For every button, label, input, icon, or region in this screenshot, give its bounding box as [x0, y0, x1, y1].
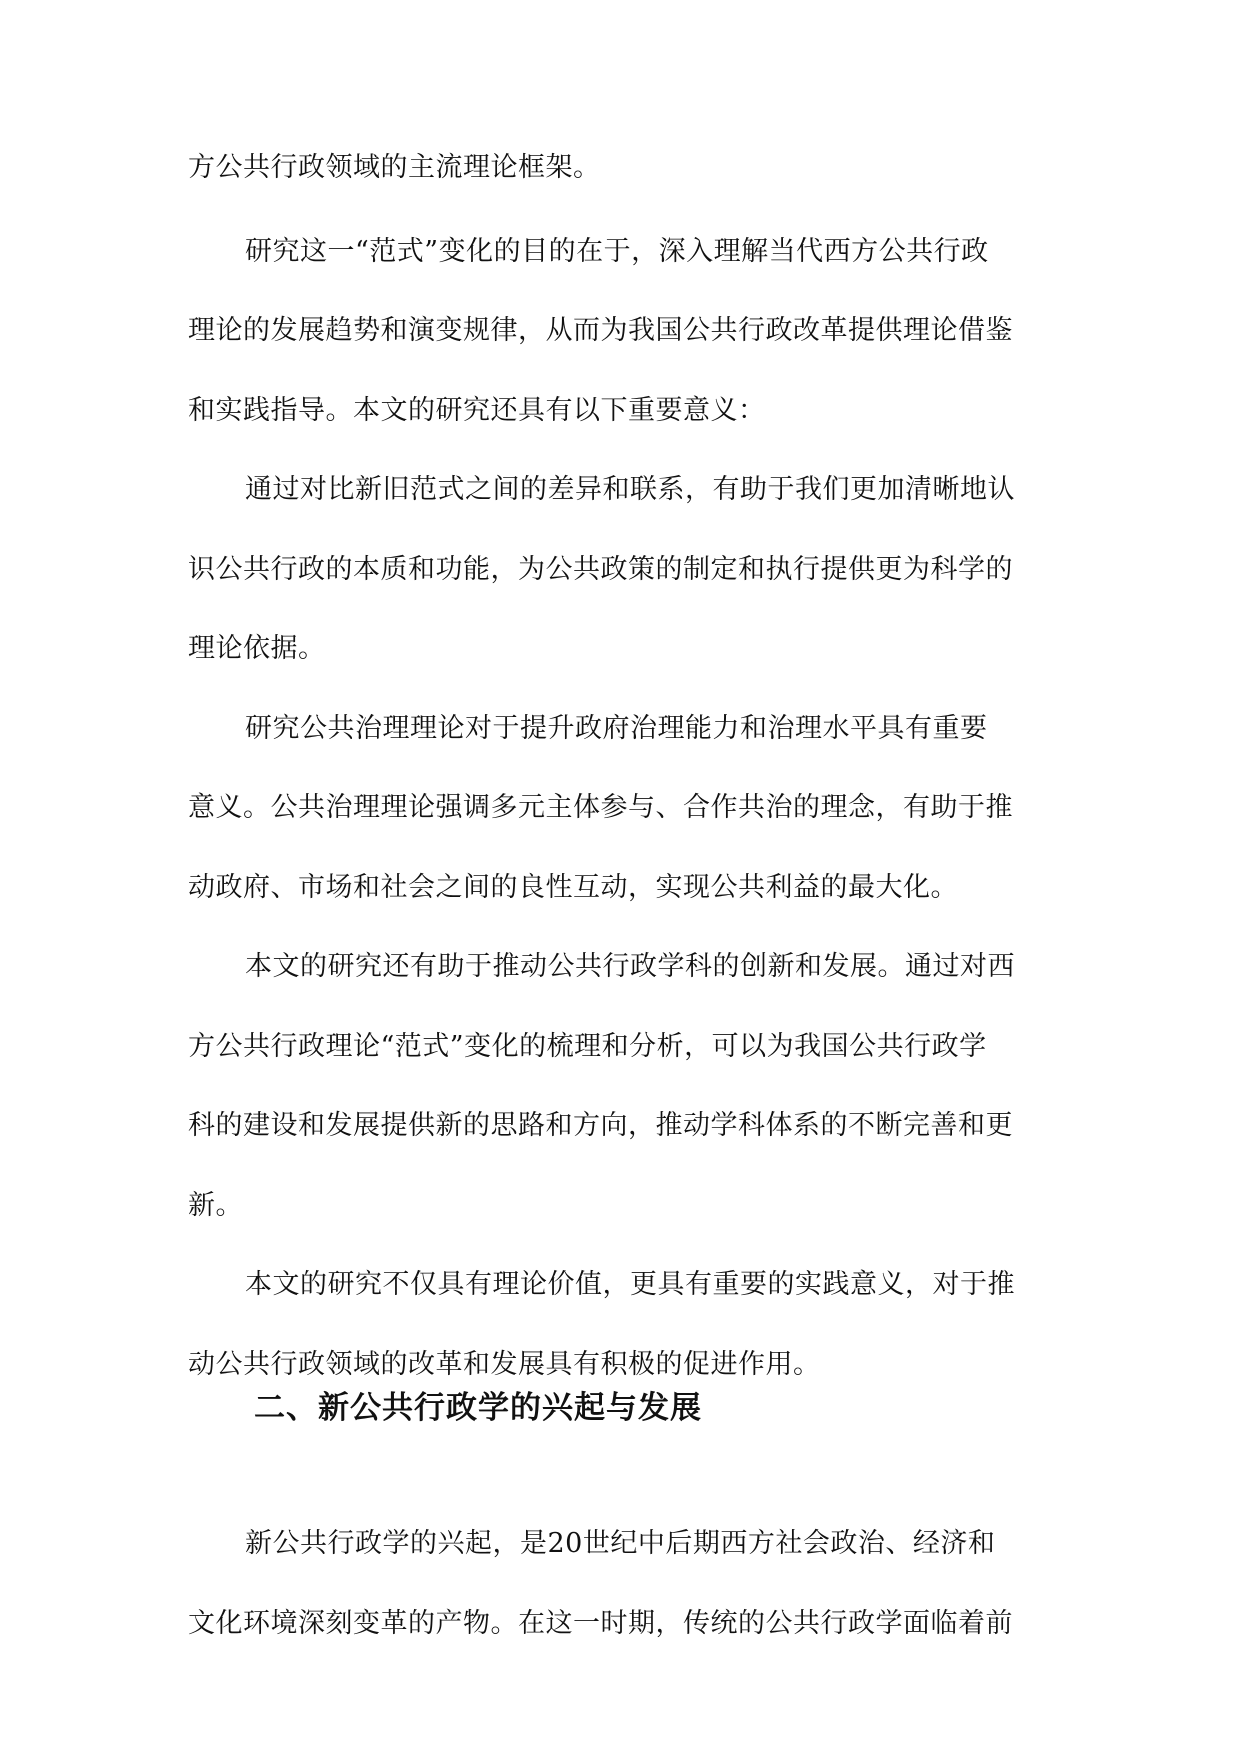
paragraph-line: 研究这一“范式”变化的目的在于，深入理解当代西方公共行政 — [245, 236, 989, 267]
paragraph-line: 识公共行政的本质和功能，为公共政策的制定和执行提供更为科学的 — [188, 554, 1013, 585]
paragraph-line: 本文的研究还有助于推动公共行政学科的创新和发展。通过对西 — [245, 951, 1015, 982]
paragraph-line: 科的建设和发展提供新的思路和方向，推动学科体系的不断完善和更 — [188, 1110, 1013, 1141]
paragraph-line: 新。 — [188, 1190, 243, 1221]
section-heading: 二、新公共行政学的兴起与发展 — [254, 1390, 702, 1426]
paragraph-line: 研究公共治理理论对于提升政府治理能力和治理水平具有重要 — [245, 713, 988, 744]
paragraph-line: 理论的发展趋势和演变规律，从而为我国公共行政改革提供理论借鉴 — [188, 315, 1013, 346]
paragraph-line: 文化环境深刻变革的产物。在这一时期，传统的公共行政学面临着前 — [188, 1608, 1013, 1639]
paragraph-line: 本文的研究不仅具有理论价值，更具有重要的实践意义，对于推 — [245, 1269, 1015, 1300]
paragraph-line: 方公共行政领域的主流理论框架。 — [188, 152, 601, 183]
paragraph-line: 新公共行政学的兴起，是20世纪中后期西方社会政治、经济和 — [245, 1528, 996, 1559]
paragraph-line: 和实践指导。本文的研究还具有以下重要意义： — [188, 395, 766, 426]
paragraph-line: 意义。公共治理理论强调多元主体参与、合作共治的理念，有助于推 — [188, 792, 1013, 823]
paragraph-line: 动公共行政领域的改革和发展具有积极的促进作用。 — [188, 1349, 821, 1380]
paragraph-line: 理论依据。 — [188, 633, 326, 664]
paragraph-line: 方公共行政理论“范式”变化的梳理和分析，可以为我国公共行政学 — [188, 1031, 987, 1062]
paragraph-line: 动政府、市场和社会之间的良性互动，实现公共利益的最大化。 — [188, 872, 958, 903]
paragraph-line: 通过对比新旧范式之间的差异和联系，有助于我们更加清晰地认 — [245, 474, 1015, 505]
